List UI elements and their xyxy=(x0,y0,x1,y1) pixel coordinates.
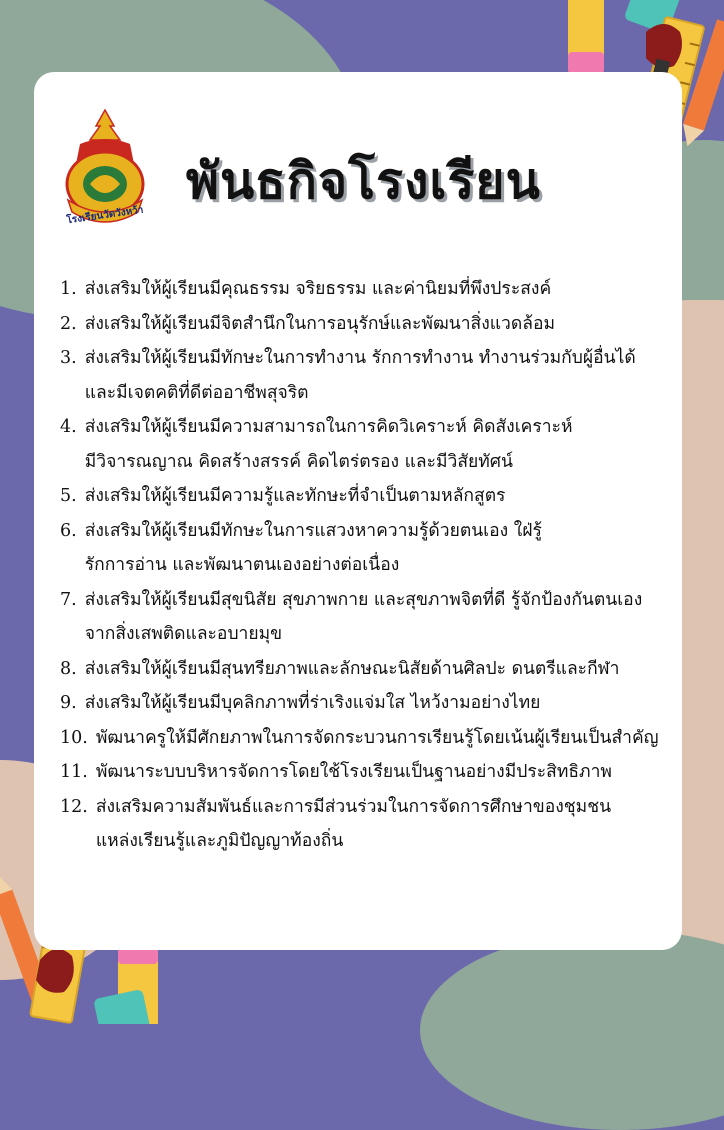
mission-number: 6. xyxy=(60,520,77,541)
background-blob-green xyxy=(420,930,724,1130)
mission-text: ส่งเสริมให้ผู้เรียนมีบุคลิกภาพที่ร่าเริงแจ่มใส ไหว้งามอย่างไทย xyxy=(84,693,541,713)
mission-item xyxy=(60,514,680,583)
mission-text: และมีเจตคติที่ดีต่ออาชีพสุจริต xyxy=(84,382,309,403)
mission-item xyxy=(60,272,680,307)
mission-item xyxy=(60,790,680,859)
mission-item xyxy=(60,721,680,756)
mission-number: 8. xyxy=(60,658,77,679)
mission-text: ส่งเสริมให้ผู้เรียนมีสุนทรียภาพและลักษณะนิสัยด้านศิลปะ ดนตรีและกีฬา xyxy=(84,658,620,679)
page-title: พันธกิจโรงเรียน xyxy=(186,152,541,210)
mission-text: ส่งเสริมให้ผู้เรียนมีสุขนิสัย สุขภาพกาย และสุขภาพจิตที่ดี รู้จักป้องกันตนเอง xyxy=(84,589,643,610)
mission-text: ส่งเสริมให้ผู้เรียนมีทักษะในการแสวงหาความรู้ด้วยตนเอง ใฝ่รู้ xyxy=(84,520,542,541)
mission-number: 9. xyxy=(60,693,77,713)
mission-number: 4. xyxy=(60,417,77,437)
mission-text: มีวิจารณญาณ คิดสร้างสรรค์ คิดไตร่ตรอง และมีวิสัยทัศน์ xyxy=(84,451,513,472)
mission-item xyxy=(60,652,680,687)
mission-number: 1. xyxy=(60,279,77,299)
mission-text: แหล่งเรียนรู้และภูมิปัญญาท้องถิ่น xyxy=(95,831,344,851)
school-name-caption: โรงเรียนวัดวังหว้า xyxy=(65,204,145,227)
mission-number: 12. xyxy=(60,796,88,817)
mission-item xyxy=(60,755,680,790)
mission-text: ส่งเสริมให้ผู้เรียนมีความรู้และทักษะที่จำเป็นตามหลักสูตร xyxy=(84,486,506,506)
mission-text: ส่งเสริมให้ผู้เรียนมีคุณธรรม จริยธรรม และค่านิยมที่พึงประสงค์ xyxy=(84,279,552,299)
mission-item xyxy=(60,341,680,410)
mission-number: 11. xyxy=(60,762,88,782)
mission-text: พัฒนาระบบบริหารจัดการโดยใช้โรงเรียนเป็นฐานอย่างมีประสิทธิภาพ xyxy=(95,762,612,782)
mission-number: 10. xyxy=(60,727,88,748)
mission-item xyxy=(60,410,680,479)
mission-item xyxy=(60,686,680,721)
mission-number: 5. xyxy=(60,486,77,506)
mission-text: จากสิ่งเสพติดและอบายมุข xyxy=(84,624,283,644)
mission-number: 3. xyxy=(60,348,77,368)
mission-text: ส่งเสริมให้ผู้เรียนมีทักษะในการทำงาน รักการทำงาน ทำงานร่วมกับผู้อื่นได้ xyxy=(84,348,636,368)
eraser-icon xyxy=(93,989,150,1024)
school-logo xyxy=(50,104,160,248)
pencil-icon xyxy=(568,0,604,74)
mission-list xyxy=(60,272,680,859)
mission-item xyxy=(60,307,680,342)
mission-number: 7. xyxy=(60,589,77,610)
mission-text: รักการอ่าน และพัฒนาตนเองอย่างต่อเนื่อง xyxy=(84,555,400,575)
mission-number: 2. xyxy=(60,313,77,334)
mission-text: พัฒนาครูให้มีศักยภาพในการจัดกระบวนการเรียนรู้โดยเน้นผู้เรียนเป็นสำคัญ xyxy=(95,727,659,748)
mission-item xyxy=(60,583,680,652)
mission-text: ส่งเสริมให้ผู้เรียนมีจิตสำนึกในการอนุรักษ์และพัฒนาสิ่งแวดล้อม xyxy=(84,313,556,334)
mission-text: ส่งเสริมให้ผู้เรียนมีความสามารถในการคิดวิเคราะห์ คิดสังเคราะห์ xyxy=(84,417,573,437)
mission-item xyxy=(60,479,680,514)
mission-text: ส่งเสริมความสัมพันธ์และการมีส่วนร่วมในการจัดการศึกษาของชุมชน xyxy=(95,796,612,817)
